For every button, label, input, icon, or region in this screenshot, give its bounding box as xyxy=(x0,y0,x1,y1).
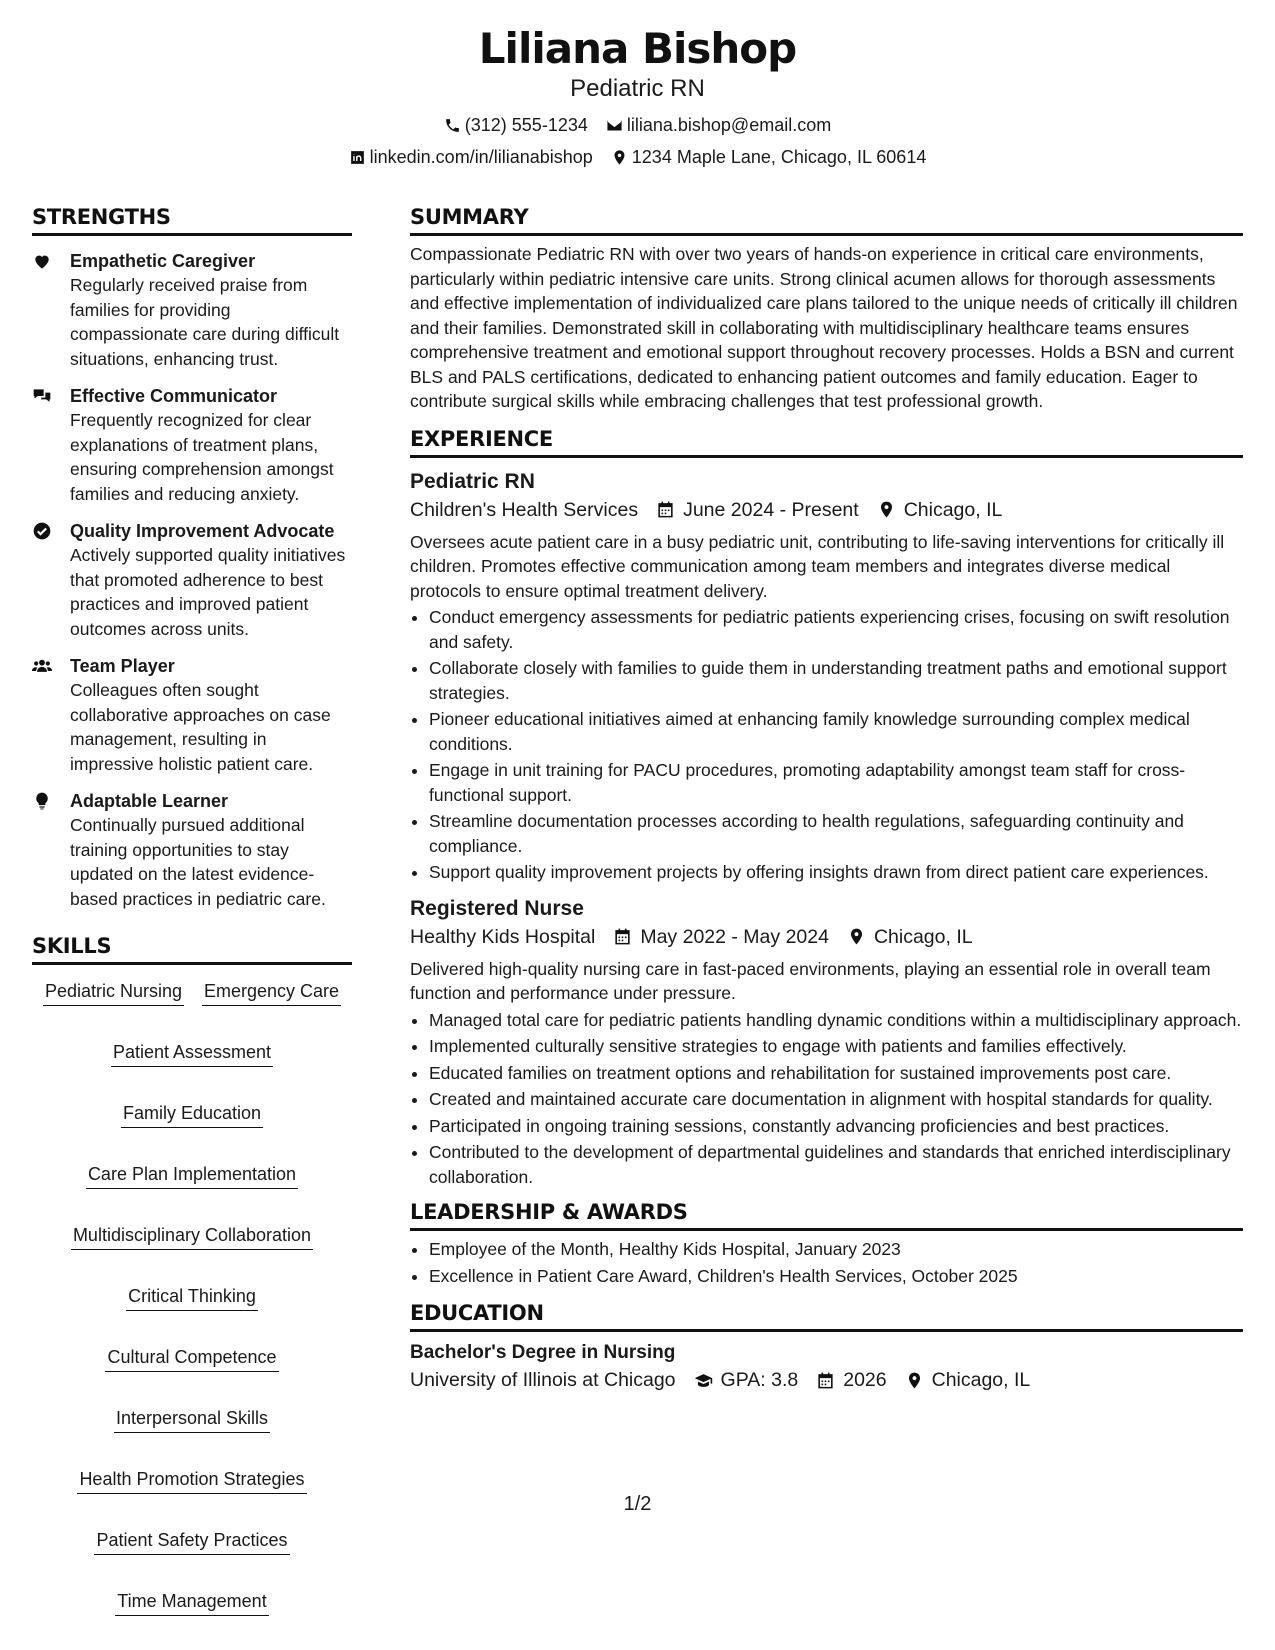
skill-tag: Health Promotion Strategies xyxy=(77,1467,306,1494)
location-pin-icon xyxy=(611,149,628,166)
contact-row-2 xyxy=(0,146,1275,168)
strength-title: Team Player xyxy=(70,656,175,676)
job-bullet: • Educated families on treatment options and rehabilitation for sustained improvements post care. xyxy=(429,1061,1243,1086)
comments-icon xyxy=(32,386,52,406)
right-column xyxy=(410,204,1243,1616)
resume-header xyxy=(0,0,1275,168)
strength-item xyxy=(32,519,352,641)
skill-tag: Cultural Competence xyxy=(105,1345,278,1372)
job-location: Chicago, IL xyxy=(873,925,973,948)
email-text[interactable]: liliana.bishop@email.com xyxy=(626,115,832,135)
job-entry xyxy=(410,468,1243,885)
education-school: University of Illinois at Chicago xyxy=(410,1369,676,1391)
phone-item xyxy=(444,114,588,136)
job-location: Chicago, IL xyxy=(903,498,1003,521)
job-meta xyxy=(410,496,1243,524)
skill-tag: Patient Safety Practices xyxy=(94,1528,289,1555)
education-meta xyxy=(410,1366,1243,1394)
award-item: • Employee of the Month, Healthy Kids Hospital, January 2023 xyxy=(429,1237,1243,1262)
strength-title: Effective Communicator xyxy=(70,386,278,406)
strength-description: Actively supported quality initiatives that promoted adherence to best practices and improved patient outcomes across units. xyxy=(70,545,346,639)
experience-heading: EXPERIENCE xyxy=(410,426,1243,458)
strength-title: Quality Improvement Advocate xyxy=(70,521,335,541)
candidate-name: Liliana Bishop xyxy=(478,24,797,73)
strength-title: Adaptable Learner xyxy=(70,791,229,811)
users-icon xyxy=(32,656,52,676)
skills-list xyxy=(32,979,352,1616)
linkedin-icon xyxy=(349,149,366,166)
job-title: Pediatric RN xyxy=(410,469,535,493)
job-description: Delivered high-quality nursing care in fast-paced environments, playing an essential role in overall team function and performance under pressure. xyxy=(410,958,1211,1003)
strength-description: Colleagues often sought collaborative approaches on case management, resulting in impressive holistic patient care. xyxy=(70,680,331,774)
strength-item xyxy=(32,654,352,776)
job-bullet: • Streamline documentation processes according to health regulations, safeguarding continuity and compliance. xyxy=(429,809,1243,858)
skill-tag: Multidisciplinary Collaboration xyxy=(71,1223,313,1250)
skill-tag: Time Management xyxy=(115,1589,268,1616)
phone-icon xyxy=(444,117,461,134)
job-bullet: • Pioneer educational initiatives aimed at enhancing family knowledge surrounding complex medical conditions. xyxy=(429,707,1243,756)
calendar-icon xyxy=(656,500,675,519)
job-dates: June 2024 - Present xyxy=(683,498,859,521)
job-title: Registered Nurse xyxy=(410,896,584,920)
job-bullets xyxy=(410,605,1243,885)
address-text: 1234 Maple Lane, Chicago, IL 60614 xyxy=(631,147,927,167)
award-item: • Excellence in Patient Care Award, Children's Health Services, October 2025 xyxy=(429,1264,1243,1289)
skill-tag: Patient Assessment xyxy=(111,1040,273,1067)
location-pin-icon xyxy=(847,927,866,946)
address-item xyxy=(611,146,927,168)
education-degree: Bachelor's Degree in Nursing xyxy=(410,1342,676,1363)
check-circle-icon xyxy=(32,521,52,541)
calendar-icon xyxy=(816,1371,835,1390)
strength-item xyxy=(32,249,352,371)
skill-tag: Emergency Care xyxy=(202,979,341,1006)
page-number: 1/2 xyxy=(623,1493,652,1515)
job-bullets xyxy=(410,1008,1243,1190)
strength-item xyxy=(32,789,352,911)
job-company: Healthy Kids Hospital xyxy=(410,925,596,948)
strength-title: Empathetic Caregiver xyxy=(70,251,256,271)
education-location: Chicago, IL xyxy=(931,1369,1031,1391)
job-bullet: • Participated in ongoing training sessions, constantly advancing proficiencies and best practices. xyxy=(429,1114,1243,1139)
job-description: Oversees acute patient care in a busy pediatric unit, contributing to life-saving interventions for critically ill children. Promotes effective communication among team members and integrates diverse medical protocols to ensure optimal treatment delivery. xyxy=(410,531,1225,601)
calendar-icon xyxy=(613,927,632,946)
heart-icon xyxy=(32,251,52,271)
job-dates: May 2022 - May 2024 xyxy=(640,925,829,948)
job-company: Children's Health Services xyxy=(410,498,639,521)
awards-list xyxy=(410,1237,1243,1288)
strength-item xyxy=(32,384,352,506)
skill-tag: Interpersonal Skills xyxy=(114,1406,270,1433)
skill-tag: Care Plan Implementation xyxy=(86,1162,298,1189)
linkedin-item[interactable] xyxy=(349,146,593,168)
job-bullet: • Implemented culturally sensitive strategies to engage with patients and families effectively. xyxy=(429,1034,1243,1059)
strength-description: Regularly received praise from families for providing compassionate care during difficult situations, enhancing trust. xyxy=(70,275,340,369)
strengths-list xyxy=(32,249,352,911)
left-column xyxy=(32,204,352,1616)
job-bullet: • Support quality improvement projects by offering insights drawn from direct patient care experiences. xyxy=(429,860,1243,885)
candidate-title: Pediatric RN xyxy=(570,75,705,102)
strength-description: Continually pursued additional training opportunities to stay updated on the latest evidence-based practices in pediatric care. xyxy=(70,815,326,909)
skills-heading: SKILLS xyxy=(32,933,352,965)
linkedin-text[interactable]: linkedin.com/in/lilianabishop xyxy=(369,147,593,167)
job-entry xyxy=(410,895,1243,1190)
skill-tag: Family Education xyxy=(121,1101,263,1128)
job-bullet: • Created and maintained accurate care documentation in alignment with hospital standards for quality. xyxy=(429,1087,1243,1112)
contact-row-1 xyxy=(0,114,1275,136)
job-bullet: • Managed total care for pediatric patients handling dynamic conditions within a multidisciplinary approach. xyxy=(429,1008,1243,1033)
summary-heading: SUMMARY xyxy=(410,204,1243,236)
phone-text: (312) 555-1234 xyxy=(464,115,588,135)
strengths-heading: STRENGTHS xyxy=(32,204,352,236)
skill-tag: Critical Thinking xyxy=(126,1284,258,1311)
job-bullet: • Conduct emergency assessments for pediatric patients experiencing crises, focusing on swift resolution and safety. xyxy=(429,605,1243,654)
education-year: 2026 xyxy=(843,1369,887,1391)
envelope-icon xyxy=(606,117,623,134)
strength-description: Frequently recognized for clear explanations of treatment plans, ensuring comprehension amongst families and reducing anxiety. xyxy=(70,410,334,504)
job-bullet: • Contributed to the development of departmental guidelines and standards that enriched interdisciplinary collaboration. xyxy=(429,1140,1243,1189)
location-pin-icon xyxy=(905,1371,924,1390)
job-bullet: • Engage in unit training for PACU procedures, promoting adaptability amongst team staff for cross-functional support. xyxy=(429,758,1243,807)
job-bullet: • Collaborate closely with families to guide them in understanding treatment paths and emotional support strategies. xyxy=(429,656,1243,705)
job-meta xyxy=(410,923,1243,951)
graduation-cap-icon xyxy=(694,1371,713,1390)
education-gpa: GPA: 3.8 xyxy=(720,1369,799,1391)
experience-list xyxy=(410,468,1243,1190)
awards-heading: LEADERSHIP & AWARDS xyxy=(410,1199,1243,1231)
email-item[interactable] xyxy=(606,114,831,136)
skill-tag: Pediatric Nursing xyxy=(43,979,184,1006)
location-pin-icon xyxy=(877,500,896,519)
summary-text: Compassionate Pediatric RN with over two years of hands-on experience in critical care environments, particularly within pediatric intensive care units. Strong clinical acumen allows for thorough assessments and effective implementation of individualized care plans tailored to the unique needs of critically ill children and their families. Demonstrated skill in collaborating with multidisciplinary healthcare teams ensures comprehensive treatment and emotional support throughout recovery processes. Holds a BSN and current BLS and PALS certifications, dedicated to enhancing patient outcomes and family education. Eager to contribute surgical skills while embracing challenges that test professional growth. xyxy=(410,244,1238,411)
education-heading: EDUCATION xyxy=(410,1300,1243,1332)
lightbulb-icon xyxy=(32,791,52,811)
